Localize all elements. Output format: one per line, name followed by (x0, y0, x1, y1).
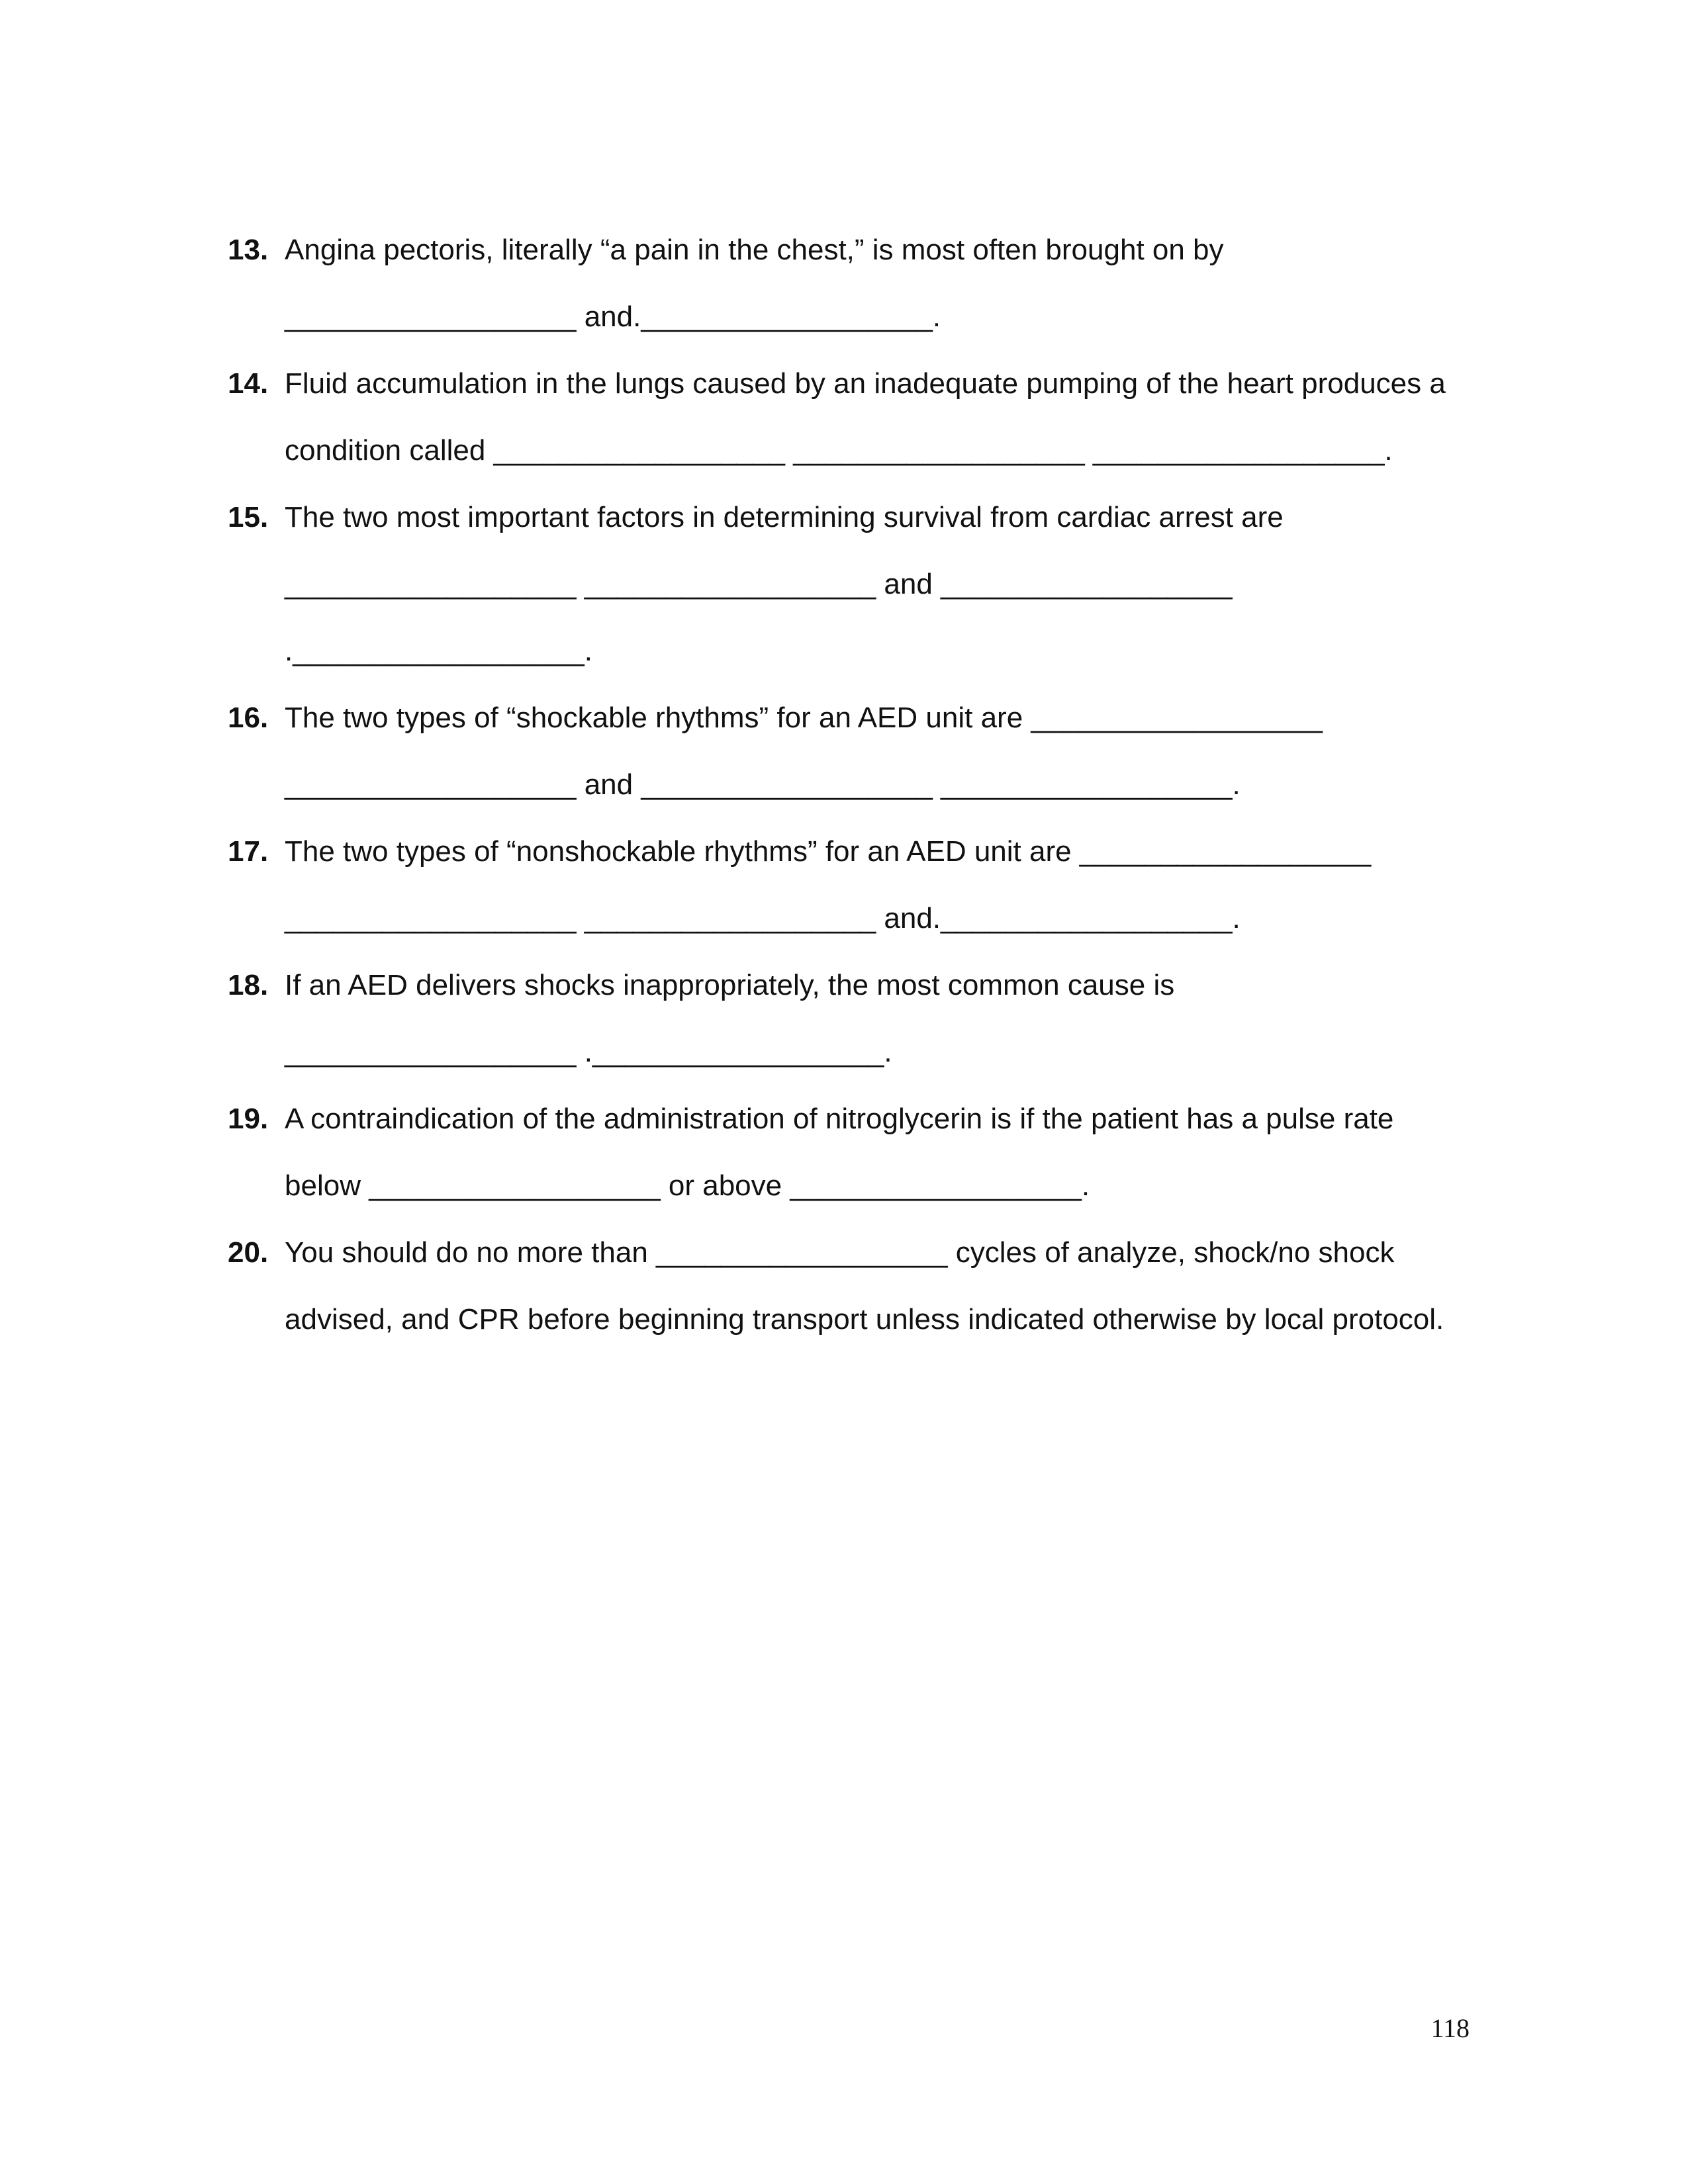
question-text: A contraindication of the administration of nitroglycerin is if the patient has a pulse rate (285, 1103, 1394, 1135)
question-number: 20. (228, 1236, 269, 1269)
question-text: advised, and CPR before beginning transport unless indicated otherwise by local protocol. (285, 1303, 1444, 1336)
answer-blanks: __________________ and __________________ __________________. (285, 768, 1241, 801)
answer-blanks: __________________ __________________ and __________________ (285, 568, 1233, 600)
answer-blanks: .__________________. (285, 635, 592, 667)
question-13-line-2 (0, 297, 1688, 337)
question-20-line-2 (0, 1300, 1688, 1340)
answer-blanks: __________________ .__________________. (285, 1036, 892, 1068)
question-number: 14. (228, 367, 269, 400)
question-13-line-1 (0, 230, 1688, 270)
answer-blanks: __________________ __________________ and.__________________. (285, 902, 1241, 934)
answer-blanks: below __________________ or above __________________. (285, 1169, 1090, 1202)
question-15-line-3 (0, 631, 1688, 671)
question-19-line-2 (0, 1166, 1688, 1206)
question-text: Angina pectoris, literally “a pain in the chest,” is most often brought on by (285, 234, 1224, 266)
question-number: 17. (228, 835, 269, 868)
question-15-line-2 (0, 565, 1688, 604)
question-17-line-2 (0, 899, 1688, 938)
question-17-line-1 (0, 832, 1688, 872)
question-20-line-1 (0, 1233, 1688, 1273)
answer-blanks: condition called __________________ __________________ __________________. (285, 434, 1393, 467)
question-text: The two types of “shockable rhythms” for an AED unit are __________________ (285, 702, 1323, 734)
question-14-line-2 (0, 431, 1688, 471)
question-15-line-1 (0, 498, 1688, 537)
page-number: 118 (1430, 2013, 1470, 2043)
question-number: 18. (228, 969, 269, 1001)
question-text: You should do no more than __________________ cycles of analyze, shock/no shock (285, 1236, 1395, 1269)
question-number: 13. (228, 234, 269, 266)
question-16-line-2 (0, 765, 1688, 805)
question-18-line-1 (0, 966, 1688, 1005)
question-16-line-1 (0, 698, 1688, 738)
question-text: The two most important factors in determining survival from cardiac arrest are (285, 501, 1284, 533)
question-number: 15. (228, 501, 269, 533)
question-18-line-2 (0, 1032, 1688, 1072)
question-number: 19. (228, 1103, 269, 1135)
question-text: Fluid accumulation in the lungs caused by an inadequate pumping of the heart produces a (285, 367, 1446, 400)
question-19-line-1 (0, 1099, 1688, 1139)
question-text: If an AED delivers shocks inappropriately, the most common cause is (285, 969, 1175, 1001)
question-14-line-1 (0, 364, 1688, 404)
question-number: 16. (228, 702, 269, 734)
question-text: The two types of “nonshockable rhythms” for an AED unit are __________________ (285, 835, 1372, 868)
answer-blanks: __________________ and.__________________. (285, 300, 941, 333)
